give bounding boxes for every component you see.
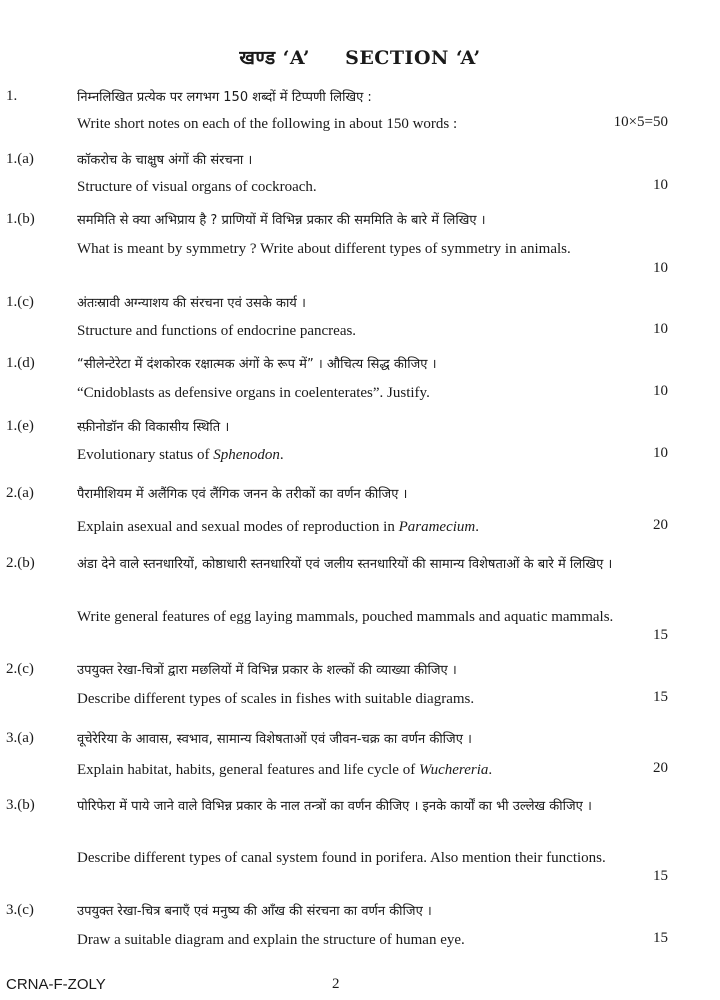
question-text-english: Explain asexual and sexual modes of reproduction in Paramecium. xyxy=(77,519,479,535)
section-heading xyxy=(0,44,720,70)
question-marks: 10 xyxy=(653,445,668,461)
question-marks: 10×5=50 xyxy=(613,114,668,130)
section-heading-hindi: खण्ड ‘A’ xyxy=(239,47,310,69)
question-text-hindi: वूचेरेरिया के आवास, स्वभाव, सामान्य विशेषताओं एवं जीवन-चक्र का वर्णन कीजिए । xyxy=(77,732,472,747)
question-number: 3.(a) xyxy=(6,730,34,746)
question-marks: 15 xyxy=(653,689,668,705)
question-text-english: What is meant by symmetry ? Write about different types of symmetry in animals. xyxy=(77,241,571,257)
species-name: Sphenodon xyxy=(213,447,280,463)
question-text-hindi: उपयुक्त रेखा-चित्रों द्वारा मछलियों में विभिन्न प्रकार के शल्कों की व्याख्या कीजिए । xyxy=(77,663,457,678)
question-number: 3.(b) xyxy=(6,797,35,813)
question-number: 1. xyxy=(6,88,18,104)
section-heading-english: SECTION ‘A’ xyxy=(345,47,481,69)
question-text-english: Draw a suitable diagram and explain the structure of human eye. xyxy=(77,932,465,948)
question-text-hindi: “सीलेन्टेरेटा में दंशकोरक रक्षात्मक अंगों के रूप में” । औचित्य सिद्ध कीजिए । xyxy=(77,357,437,372)
question-number: 2.(b) xyxy=(6,555,35,571)
question-text-hindi: उपयुक्त रेखा-चित्र बनाएँ एवं मनुष्य की आँख की संरचना का वर्णन कीजिए । xyxy=(77,904,432,919)
species-name: Paramecium xyxy=(398,519,476,535)
question-marks: 10 xyxy=(653,177,668,193)
question-text-hindi: कॉकरोच के चाक्षुष अंगों की संरचना । xyxy=(77,153,253,168)
question-text-english: Describe different types of canal system found in porifera. Also mention their functions. xyxy=(77,850,606,866)
question-text-hindi: पैरामीशियम में अलैंगिक एवं लैंगिक जनन के तरीकों का वर्णन कीजिए । xyxy=(77,487,408,502)
paper-code: CRNA-F-ZOLY xyxy=(6,976,106,993)
question-text-english: Write general features of egg laying mammals, pouched mammals and aquatic mammals. xyxy=(77,609,614,625)
question-marks: 20 xyxy=(653,760,668,776)
question-number: 2.(c) xyxy=(6,661,34,677)
question-number: 2.(a) xyxy=(6,485,34,501)
question-text-english: Structure and functions of endocrine pancreas. xyxy=(77,323,357,339)
species-name: Wuchereria xyxy=(418,762,489,778)
question-text-hindi: सममिति से क्या अभिप्राय है ? प्राणियों में विभिन्न प्रकार की सममिति के बारे में लिखिए । xyxy=(77,213,486,228)
question-marks: 10 xyxy=(653,383,668,399)
question-text-english: Write short notes on each of the following in about 150 words : xyxy=(77,116,458,132)
question-marks: 15 xyxy=(653,627,668,643)
question-number: 1.(b) xyxy=(6,211,35,227)
page-number: 2 xyxy=(332,976,340,992)
question-text-hindi: अंडा देने वाले स्तनधारियों, कोष्ठाधारी स्तनधारियों एवं जलीय स्तनधारियों की सामान्य विशेषताओं के बारे में लिखिए । xyxy=(77,557,613,572)
question-number: 1.(d) xyxy=(6,355,35,371)
question-text-hindi: निम्नलिखित प्रत्येक पर लगभग 150 शब्दों में टिप्पणी लिखिए : xyxy=(77,90,372,105)
question-number: 1.(a) xyxy=(6,151,34,167)
question-marks: 15 xyxy=(653,868,668,884)
question-number: 1.(c) xyxy=(6,294,34,310)
question-marks: 10 xyxy=(653,260,668,276)
question-text-hindi: स्फ़ीनोडॉन की विकासीय स्थिति । xyxy=(77,420,230,435)
question-marks: 20 xyxy=(653,517,668,533)
question-text-english: Explain habitat, habits, general features and life cycle of Wuchereria. xyxy=(77,762,493,778)
question-text-english: Evolutionary status of Sphenodon. xyxy=(77,447,284,463)
question-text-hindi: पोरिफेरा में पाये जाने वाले विभिन्न प्रकार के नाल तन्त्रों का वर्णन कीजिए । इनके कार्यों का भी उल्लेख कीजिए । xyxy=(77,799,592,814)
question-text-english: “Cnidoblasts as defensive organs in coelenterates”. Justify. xyxy=(77,385,430,401)
question-text-hindi: अंतःस्रावी अग्न्याशय की संरचना एवं उसके कार्य । xyxy=(77,296,306,311)
question-number: 3.(c) xyxy=(6,902,34,918)
question-text-english: Describe different types of scales in fishes with suitable diagrams. xyxy=(77,691,475,707)
question-marks: 15 xyxy=(653,930,668,946)
question-text-english: Structure of visual organs of cockroach. xyxy=(77,179,317,195)
question-marks: 10 xyxy=(653,321,668,337)
question-number: 1.(e) xyxy=(6,418,34,434)
